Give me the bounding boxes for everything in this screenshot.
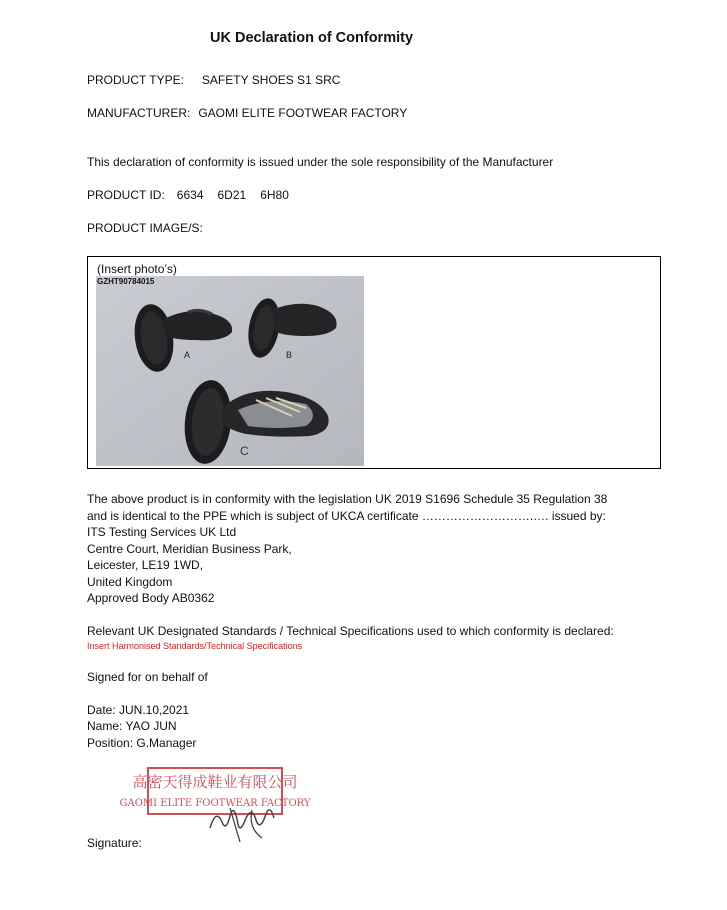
manufacturer-label: MANUFACTURER: [87, 106, 191, 120]
date-text: Date: JUN.10,2021 [87, 703, 190, 717]
svg-text:高密天得成鞋业有限公司: 高密天得成鞋业有限公司 [132, 773, 298, 791]
product-id-label: PRODUCT ID: [87, 188, 165, 202]
conformity-line: Centre Court, Meridian Business Park, [87, 542, 292, 556]
manufacturer-value: GAOMI ELITE FOOTWEAR FACTORY [198, 106, 408, 120]
shoe-label-a: A [184, 350, 191, 360]
handwritten-signature [200, 788, 290, 848]
page-title: UK Declaration of Conformity [210, 30, 414, 46]
product-id-value: 6D21 [217, 188, 247, 202]
product-id-value: 6H80 [260, 188, 289, 202]
standards-placeholder: Insert Harmonised Standards/Technical Specifications [87, 641, 303, 651]
product-photo [96, 276, 364, 466]
product-image-label: PRODUCT IMAGE/S: [87, 221, 203, 235]
conformity-line: The above product is in conformity with the legislation UK 2019 S1696 Schedule 35 Regulation 38 [87, 492, 608, 506]
name-text: Name: YAO JUN [87, 719, 177, 733]
conformity-line: Leicester, LE19 1WD, [87, 558, 204, 572]
standards-text: Relevant UK Designated Standards / Technical Specifications used to which conformity is declared: [87, 624, 614, 638]
declaration-statement: This declaration of conformity is issued under the sole responsibility of the Manufacturer [87, 155, 554, 169]
conformity-line: Approved Body AB0362 [87, 591, 215, 605]
signed-text: Signed for on behalf of [87, 670, 208, 684]
product-type-row [87, 73, 340, 88]
photo-code: GZHT90784015 [97, 277, 155, 286]
conformity-line: and is identical to the PPE which is subject of UKCA certificate ……………………….…. issued by: [87, 509, 606, 523]
product-type-label: PRODUCT TYPE: [87, 73, 184, 87]
conformity-line: United Kingdom [87, 575, 173, 589]
shoe-label-c: C [240, 444, 249, 458]
product-id-value: 6634 [176, 188, 204, 202]
product-type-value: SAFETY SHOES S1 SRC [201, 73, 341, 87]
shoe-label-b: B [286, 350, 293, 360]
position-text: Position: G.Manager [87, 736, 197, 750]
manufacturer-row [87, 106, 407, 121]
photo-caption: (Insert photo’s) [97, 262, 177, 276]
signature-label: Signature: [87, 836, 142, 850]
product-id-row [87, 188, 289, 203]
svg-text:GAOMI ELITE FOOTWEAR FACTORY: GAOMI ELITE FOOTWEAR FACTORY [119, 798, 311, 809]
conformity-line: ITS Testing Services UK Ltd [87, 525, 237, 539]
